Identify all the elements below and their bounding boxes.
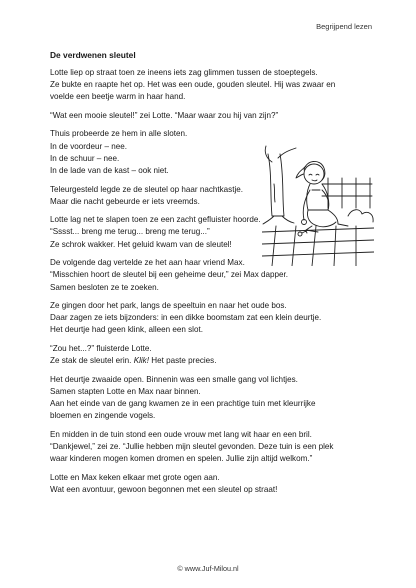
text-line: Het deurtje had geen klink, alleen een slot.: [50, 325, 203, 335]
text-line: “Zou het...?” fluisterde Lotte.: [50, 343, 152, 353]
text-line: Thuis probeerde ze hem in alle sloten.: [50, 129, 188, 139]
text-segment: Het paste precies.: [148, 356, 217, 366]
paragraph: [50, 343, 370, 367]
text-line: In de voordeur – nee.: [50, 141, 127, 151]
text-line: “Dankjewel,” zei ze. “Jullie hebben mijn sleutel gevonden. Deze tuin is een plek: [50, 441, 334, 451]
text-line: “Misschien hoort de sleutel bij een geheime deur,” zei Max dapper.: [50, 270, 288, 280]
paragraph: [50, 67, 370, 104]
text-line: waar kinderen mogen komen dromen en spelen. Jullie zijn altijd welkom.”: [50, 454, 313, 464]
story-body: [50, 67, 370, 502]
text-line: En midden in de tuin stond een oude vrouw met lang wit haar en een bril.: [50, 429, 312, 439]
paragraph: [50, 429, 370, 466]
text-line: voelde een beetje warm in haar hand.: [50, 92, 186, 102]
paragraph: [50, 110, 370, 122]
text-line: Ze gingen door het park, langs de speeltuin en naar het oude bos.: [50, 301, 287, 311]
text-line: Lotte liep op straat toen ze ineens iets zag glimmen tussen de stoeptegels.: [50, 68, 318, 77]
text-line: Samen besloten ze te zoeken.: [50, 282, 159, 292]
paragraph: [50, 472, 370, 496]
text-line: In de lade van de kast – ook niet.: [50, 166, 169, 176]
document-category: Begrijpend lezen: [316, 22, 372, 31]
text-line: Ze bukte en raapte het op. Het was een oude, gouden sleutel. Hij was zwaar en: [50, 80, 336, 90]
text-line: Daar zagen ze iets bijzonders: in een dikke boomstam zat een klein deurtje.: [50, 313, 322, 323]
text-line: Lotte en Max keken elkaar met grote ogen aan.: [50, 472, 220, 482]
paragraph: [50, 300, 370, 337]
text-line: Teleurgesteld legde ze de sleutel op haar nachtkastje.: [50, 184, 244, 194]
text-line: Het deurtje zwaaide open. Binnenin was een smalle gang vol lichtjes.: [50, 374, 298, 384]
text-line: Wat een avontuur, gewoon begonnen met een sleutel op straat!: [50, 484, 278, 494]
text-line: Maar die nacht gebeurde er iets vreemds.: [50, 196, 200, 206]
text-line: Aan het einde van de gang kwamen ze in een prachtige tuin met kleurrijke: [50, 399, 316, 409]
text-line: Ze schrok wakker. Het geluid kwam van de sleutel!: [50, 239, 232, 249]
text-line: Lotte lag net te slapen toen ze een zacht gefluister hoorde.: [50, 215, 261, 225]
text-line: In de schuur – nee.: [50, 153, 120, 163]
emphasis-text: Klik!: [133, 356, 149, 366]
text-line: “Wat een mooie sleutel!” zei Lotte. “Maar waar zou hij van zijn?”: [50, 110, 279, 120]
text-segment: Ze stak de sleutel erin.: [50, 356, 134, 366]
text-line: De volgende dag vertelde ze het aan haar vriend Max.: [50, 258, 245, 268]
story-title: De verdwenen sleutel: [50, 50, 136, 60]
girl-with-key-illustration: [262, 144, 374, 266]
key-line: [50, 356, 216, 365]
text-line: “Sssst... breng me terug... breng me terug...”: [50, 227, 210, 237]
text-line: Samen stapten Lotte en Max naar binnen.: [50, 386, 201, 396]
footer-copyright: © www.Juf-Milou.nl: [177, 564, 239, 573]
text-line: bloemen en zingende vogels.: [50, 411, 156, 421]
paragraph: [50, 374, 370, 423]
